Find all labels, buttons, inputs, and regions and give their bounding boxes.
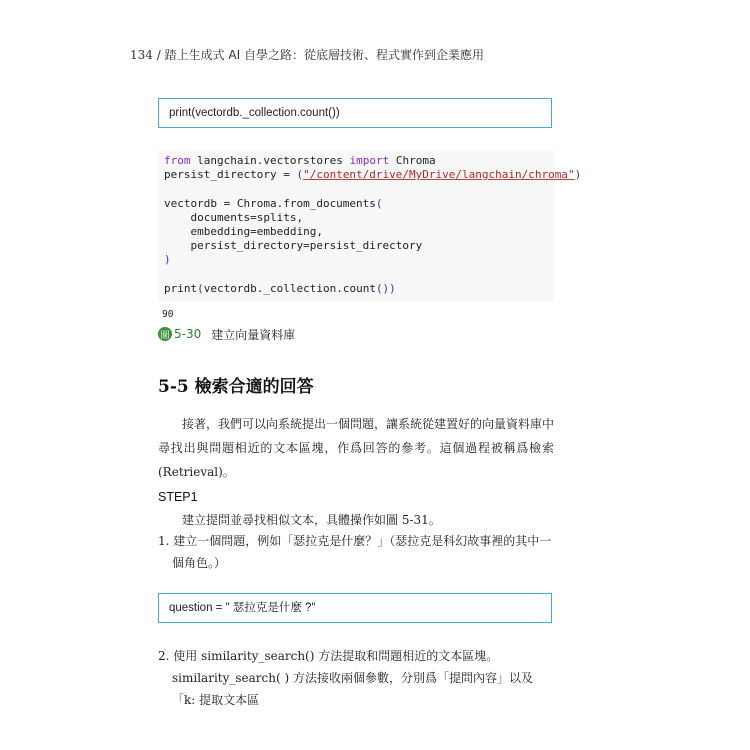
paragraph-step1: 建立提問並尋找相似文本，具體操作如圖 5-31。 [182,513,441,527]
paragraph-retrieval: 接著，我們可以向系統提出一個問題，讓系統從建置好的向量資料庫中尋找出與問題相近的文本區塊，作爲回答的參考。這個過程被稱爲檢索(Retrieval)。 [158,417,555,479]
paren-close: ()) [375,281,396,295]
figure-icon: 圖 [158,327,172,341]
page-number: 134 [130,48,153,62]
code-line-5: documents=splits, [164,210,304,224]
figure-number: 5-30 [174,327,202,341]
count-call: vectordb._collection.count [203,281,376,295]
notebook-code-cell [158,151,582,301]
book-title: 踏上生成式 AI 自學之路：從底層技術、程式實作到企業應用 [164,48,484,62]
section-title: 5-5 檢索合適的回答 [158,377,314,397]
keyword-import: import [349,154,390,167]
paren-open: ( [296,168,304,182]
figure-caption [158,326,295,342]
code-line-2 [164,168,581,181]
print-call: print [164,281,198,295]
paren-open: ( [375,196,383,210]
assign-vectordb: vectordb = Chroma.from_documents [164,196,376,210]
module-name: langchain.vectorstores [190,154,350,167]
code-line-1 [164,154,436,167]
list-item: 2. 使用 similarity_search() 方法提取和問題相近的文本區塊。similarity_search( ) 方法接收兩個參數，分別爲「提問內容」以及「k: 提取文本區 [158,649,533,707]
assign-persist: persist_directory = [164,168,297,182]
code-line-6: embedding=embedding, [164,225,323,239]
code-box-count: print(vectordb._collection.count()) [158,98,552,128]
step-label: STEP1 [158,490,198,504]
code-line-10 [164,282,396,295]
code-line-8: ) [164,253,171,267]
code-line-7: persist_directory=persist_directory [164,239,423,253]
paren-close: ) [574,168,582,182]
header-separator: / [152,48,165,62]
code-box-question: question = " 瑟拉克是什麼 ?" [158,593,552,623]
list-item: 1. 建立一個問題，例如「瑟拉克是什麼？」（瑟拉克是科幻故事裡的其中一個角色。） [158,534,552,570]
import-name: Chroma [389,154,436,167]
path-string: "/content/drive/MyDrive/langchain/chroma" [303,168,575,182]
paren-open: ( [197,281,204,295]
running-header [130,46,484,63]
figure-caption-text: 建立向量資料庫 [211,327,296,342]
keyword-from: from [164,154,191,167]
code-line-4 [164,197,383,210]
cell-output: 90 [162,309,174,320]
